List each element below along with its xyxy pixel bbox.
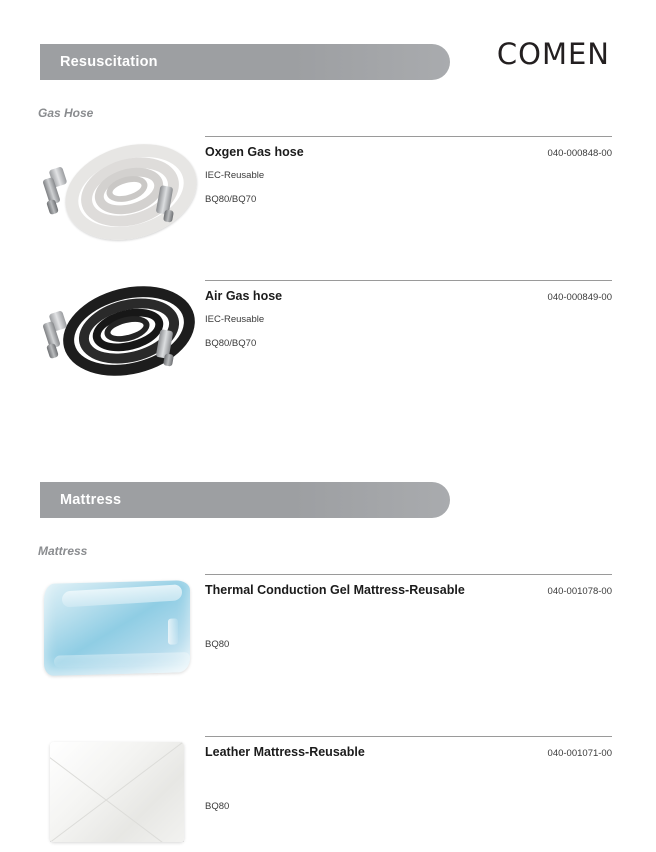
section-banner-title: Mattress — [60, 492, 122, 508]
product-info — [205, 736, 612, 812]
gel-mattress-image — [38, 570, 198, 686]
product-compatibility: BQ80 — [205, 801, 230, 812]
product-compatibility: BQ80 — [205, 639, 230, 650]
subcategory-label-mattress: Mattress — [38, 544, 88, 558]
section-banner-resuscitation — [40, 44, 450, 80]
leather-mattress-image — [38, 732, 198, 848]
product-info — [205, 280, 612, 349]
product-name: Oxgen Gas hose — [205, 145, 304, 159]
section-banner-title: Resuscitation — [60, 54, 158, 70]
product-name: Leather Mattress-Reusable — [205, 745, 365, 759]
product-name: Thermal Conduction Gel Mattress-Reusable — [205, 583, 465, 597]
product-attribute: IEC-Reusable — [205, 314, 265, 325]
product-row — [0, 728, 656, 852]
product-row — [0, 272, 656, 396]
product-code: 040-000848-00 — [547, 148, 612, 159]
product-row — [0, 566, 656, 690]
product-compatibility: BQ80/BQ70 — [205, 194, 257, 205]
product-info — [205, 574, 612, 650]
product-info — [205, 136, 612, 205]
product-name: Air Gas hose — [205, 289, 283, 303]
product-row — [0, 128, 656, 252]
product-code: 040-001078-00 — [547, 586, 612, 597]
product-compatibility: BQ80/BQ70 — [205, 338, 257, 349]
section-banner-mattress — [40, 482, 450, 518]
product-code: 040-000849-00 — [547, 292, 612, 303]
product-attribute: IEC-Reusable — [205, 170, 265, 181]
subcategory-label-gas-hose: Gas Hose — [38, 106, 94, 120]
oxygen-gas-hose-image — [38, 132, 198, 248]
brand-text: COMEN — [496, 37, 610, 71]
comen-logo — [496, 37, 610, 71]
product-code: 040-001071-00 — [547, 748, 612, 759]
air-gas-hose-image — [38, 276, 198, 392]
section-mattress — [0, 482, 656, 852]
